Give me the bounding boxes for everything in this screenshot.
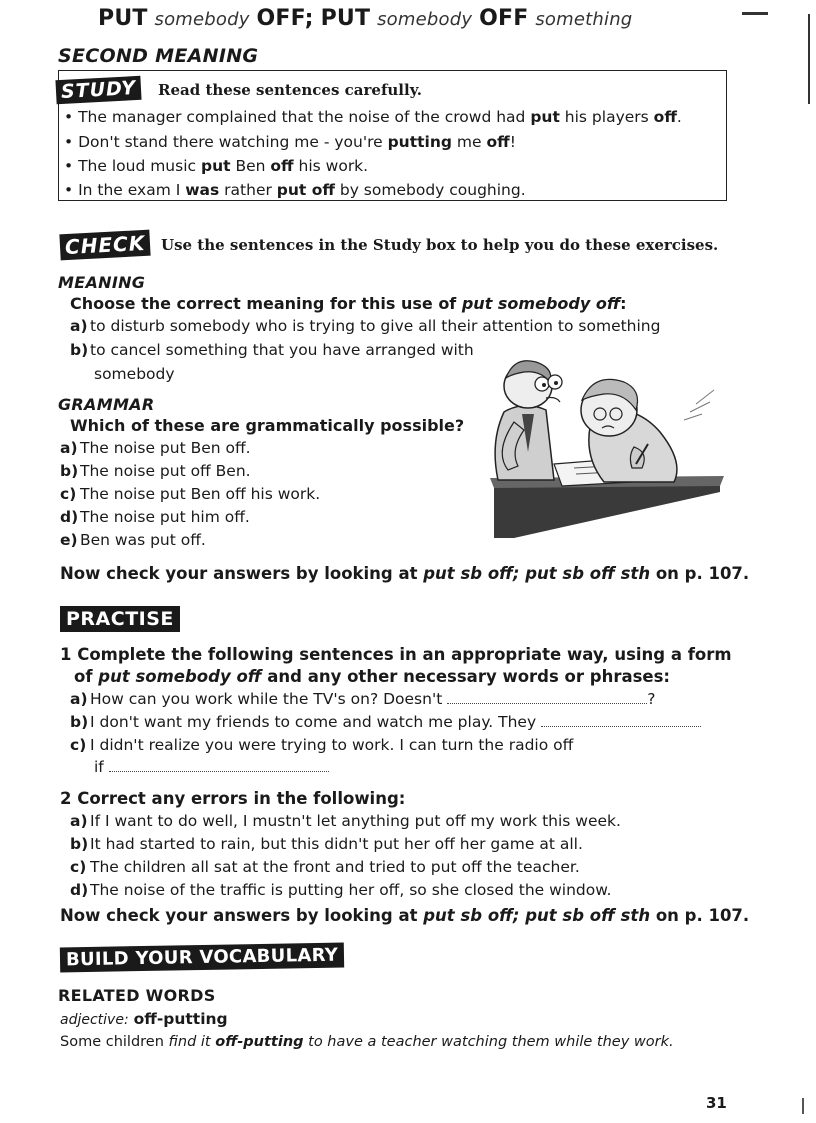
grammar-option: b) The noise put off Ben. bbox=[60, 462, 251, 480]
check-answers-line: Now check your answers by looking at put sb off; put sb off sth on p. 107. bbox=[60, 564, 750, 583]
meaning-option: b) to cancel something that you have arranged with bbox=[70, 341, 474, 359]
check-instruction: Use the sentences in the Study box to help you do these exercises. bbox=[161, 236, 719, 254]
study-sentence: • In the exam I was rather put off by somebody coughing. bbox=[64, 181, 526, 199]
title-somebody: somebody bbox=[154, 9, 250, 30]
study-sentence: • The loud music put Ben off his work. bbox=[64, 157, 369, 175]
title-somebody-2: somebody bbox=[377, 9, 473, 30]
meaning-option: a) to disturb somebody who is trying to give all their attention to something bbox=[70, 317, 661, 335]
title-off: OFF; bbox=[256, 6, 314, 31]
meaning-question: Choose the correct meaning for this use of put somebody off: bbox=[70, 294, 627, 313]
title-put-2: PUT bbox=[320, 6, 371, 31]
grammar-subheading: GRAMMAR bbox=[58, 395, 155, 414]
page-number: 31 bbox=[706, 1094, 727, 1112]
practise-question-2: 2 Correct any errors in the following: bbox=[60, 789, 406, 808]
cartoon-illustration bbox=[484, 352, 728, 538]
meaning-subheading: MEANING bbox=[58, 273, 146, 292]
practise-2-option: c) The children all sat at the front and tried to put off the teacher. bbox=[70, 858, 580, 876]
title-something: something bbox=[535, 9, 633, 30]
meaning-heading: SECOND MEANING bbox=[58, 45, 259, 67]
corner-mark bbox=[742, 12, 768, 15]
study-tag: STUDY bbox=[55, 76, 141, 104]
grammar-option: e) Ben was put off. bbox=[60, 531, 206, 549]
title-off-2: OFF bbox=[479, 6, 529, 31]
desk-icon bbox=[494, 480, 720, 538]
grammar-option: a) The noise put Ben off. bbox=[60, 439, 251, 457]
practise-1-option-continued: if bbox=[94, 758, 329, 776]
check-tag: CHECK bbox=[59, 230, 151, 261]
practise-1-option: b) I don't want my friends to come and watch me play. They bbox=[70, 713, 701, 731]
grammar-option: d) The noise put him off. bbox=[60, 508, 250, 526]
practise-2-option: a) If I want to do well, I mustn't let anything put off my work this week. bbox=[70, 812, 621, 830]
practise-question-1-continued: of put somebody off and any other necessary words or phrases: bbox=[74, 667, 671, 686]
answer-blank[interactable] bbox=[447, 691, 647, 704]
title-put: PUT bbox=[98, 6, 148, 31]
page-title bbox=[98, 6, 632, 31]
practise-check-answers-line: Now check your answers by looking at put sb off; put sb off sth on p. 107. bbox=[60, 906, 750, 925]
grammar-question: Which of these are grammatically possible? bbox=[70, 416, 465, 435]
related-words-heading: RELATED WORDS bbox=[58, 986, 216, 1005]
build-vocabulary-tag: BUILD YOUR VOCABULARY bbox=[60, 943, 345, 973]
grammar-option: c) The noise put Ben off his work. bbox=[60, 485, 321, 503]
margin-rule-bottom bbox=[802, 1098, 804, 1114]
answer-blank[interactable] bbox=[109, 759, 329, 772]
practise-2-option: b) It had started to rain, but this didn't put her off her game at all. bbox=[70, 835, 583, 853]
practise-1-option: c) I didn't realize you were trying to work. I can turn the radio off bbox=[70, 736, 574, 754]
vocab-example: Some children find it off-putting to have a teacher watching them while they work. bbox=[60, 1034, 674, 1050]
margin-rule bbox=[808, 14, 810, 104]
practise-tag: PRACTISE bbox=[60, 606, 180, 632]
practise-2-option: d) The noise of the traffic is putting her off, so she closed the window. bbox=[70, 881, 612, 899]
vocab-entry: adjective: off-putting bbox=[60, 1010, 228, 1028]
practise-1-option: a) How can you work while the TV's on? Doesn't ? bbox=[70, 690, 656, 708]
practise-question-1: 1 Complete the following sentences in an appropriate way, using a form bbox=[60, 645, 732, 664]
study-instruction: Read these sentences carefully. bbox=[158, 81, 422, 99]
meaning-option-continued: somebody bbox=[94, 365, 175, 383]
study-sentence: • Don't stand there watching me - you're putting me off! bbox=[64, 133, 516, 151]
study-sentence: • The manager complained that the noise of the crowd had put his players off. bbox=[64, 108, 682, 126]
answer-blank[interactable] bbox=[541, 714, 701, 727]
